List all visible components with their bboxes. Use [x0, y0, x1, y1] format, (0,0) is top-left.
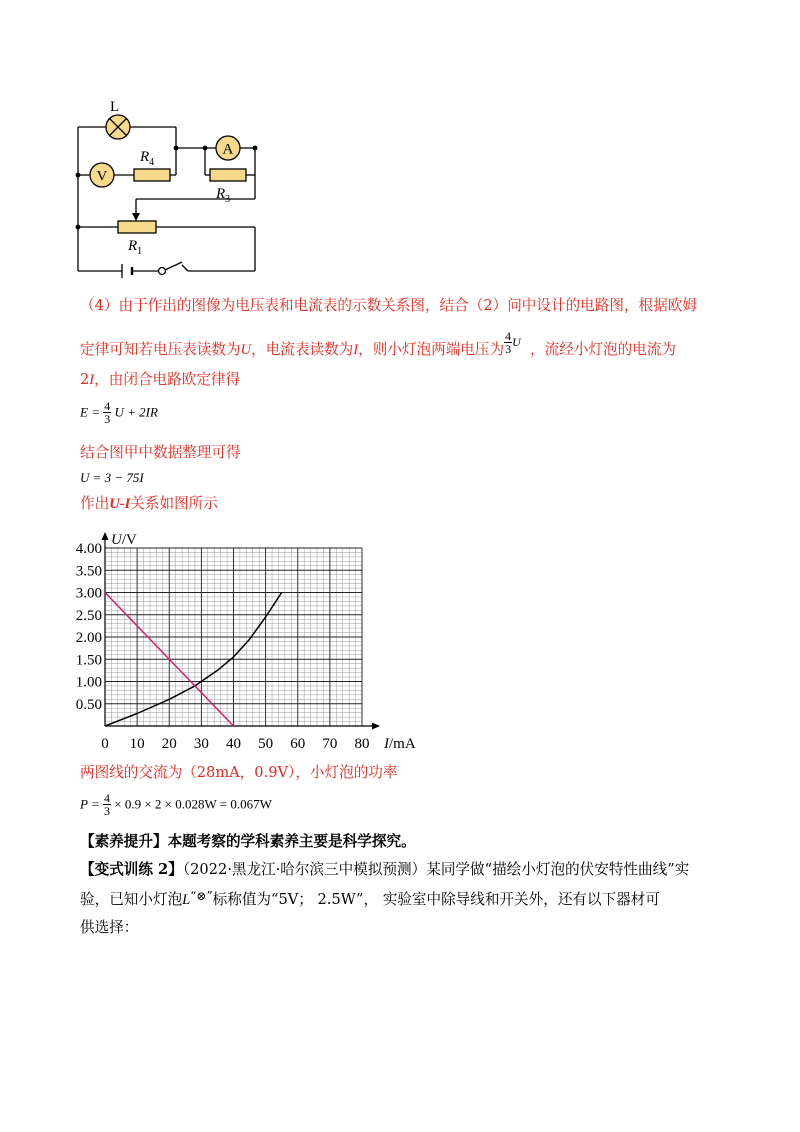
variant-line2: 验，已知小灯泡L“⊗”标称值为“5V； 2.5W”， 实验室中除导线和开关外，还有以下器材可: [80, 889, 660, 908]
voltmeter-label: V: [96, 168, 108, 185]
switch-icon: [159, 262, 183, 275]
x-axis-arrow-icon: [372, 723, 380, 730]
x-tick-label: 60: [290, 736, 306, 752]
ammeter-icon: [216, 136, 240, 160]
var-u: U: [240, 342, 252, 358]
r4-label: $R_4$: [140, 149, 155, 168]
ammeter-label: A: [222, 141, 234, 158]
slider-arrow-icon: [132, 213, 140, 221]
equation-e: E = $\frac{4}{3}$ U + 2IR: [80, 399, 158, 426]
para4-line2: [80, 328, 676, 364]
frac-var: U: [512, 335, 521, 349]
battery-icon: [122, 264, 132, 278]
y-tick-label: 1.50: [75, 652, 102, 669]
circuit-diagram: [70, 95, 270, 280]
lamp-icon: [106, 115, 130, 139]
x-tick-label: 70: [322, 736, 338, 752]
fraction-4-3: $\frac{4}{3}$: [505, 328, 512, 356]
para4-text-c: ，则小灯泡两端电压为: [358, 341, 505, 358]
para4-text-b: ，电流表读数为: [251, 341, 354, 358]
x-tick-label: 80: [354, 736, 370, 752]
r3-label: $R_3$: [216, 186, 231, 205]
x-tick-label: 30: [193, 736, 209, 752]
r1-rheostat: [118, 221, 156, 233]
y-axis-title: U/V: [111, 532, 137, 548]
r4-resistor: [134, 169, 170, 181]
para4-line1: （4）由于作出的图像为电压表和电流表的示数关系图，结合（2）问中设计的电路图，根据欧姆: [80, 297, 697, 314]
x-tick-label: 40: [226, 736, 241, 752]
var-i: I: [353, 342, 359, 358]
equation-u: U = 3 − 75I: [80, 470, 144, 485]
equation-p: P = $\frac{4}{3}$ × 0.9 × 2 × 0.028W = 0.067W: [80, 791, 272, 818]
variant-line1: 【变式训练 2】（2022·黑龙江·哈尔滨三中模拟预测）某同学做“描绘小灯泡的伏安特性曲线”实: [80, 861, 690, 878]
x-tick-label: 20: [161, 736, 177, 752]
y-tick-label: 1.00: [75, 674, 102, 691]
y-tick-label: 3.50: [75, 563, 102, 580]
y-axis-arrow-icon: [102, 532, 109, 540]
y-tick-label: 2.00: [75, 630, 102, 646]
x-axis-title: I/mA: [384, 736, 416, 752]
r3-resistor: [210, 169, 246, 181]
text-combine: 结合图甲中数据整理可得: [80, 444, 241, 461]
var-i2: I: [89, 372, 95, 388]
voltmeter-icon: [90, 163, 114, 187]
text-intersect: 两图线的交流为（28mA，0.9V），小灯泡的功率: [80, 764, 398, 781]
y-tick-label: 4.00: [75, 541, 102, 557]
y-tick-label: 3.00: [75, 585, 102, 602]
para4-line3: [80, 370, 240, 390]
literacy-line: 【素养提升】本题考察的学科素养主要是科学探究。: [80, 833, 416, 850]
r1-label: $R_1$: [128, 238, 143, 257]
para4-text-e: ，由闭合电路欧定律得: [94, 371, 241, 388]
ui-chart: [60, 518, 440, 758]
variant-line3: 供选择：: [80, 919, 139, 936]
para4-text-a: 定律可知若电压表读数为: [80, 341, 241, 358]
y-tick-label: 2.50: [75, 607, 102, 624]
para4-text-d: ，流经小灯泡的电流为: [530, 341, 676, 358]
num-2: 2: [80, 371, 90, 388]
lamp-label: L: [110, 99, 120, 115]
y-tick-label: 0.50: [75, 696, 102, 713]
x-tick-label: 50: [258, 736, 274, 752]
x-tick-label: 0: [101, 736, 109, 752]
x-tick-label: 10: [129, 736, 145, 752]
lamp-symbol: “⊗”: [190, 889, 213, 903]
text-draw: 作出U-I关系如图所示: [80, 495, 218, 512]
eq1-fraction: $\frac{4}{3}$: [104, 399, 111, 426]
eq3-fraction: $\frac{4}{3}$: [103, 791, 110, 818]
